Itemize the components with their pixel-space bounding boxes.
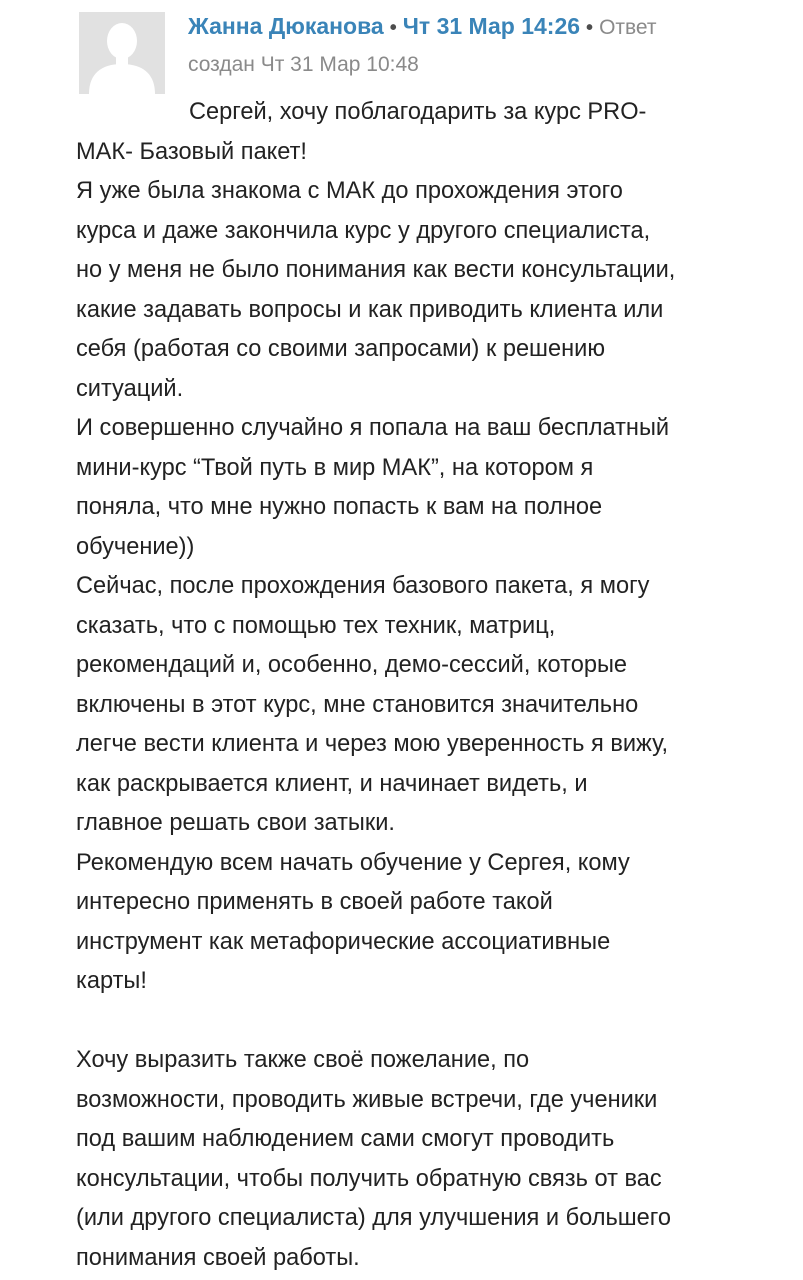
separator-dot: • xyxy=(389,17,397,39)
comment-line: понимания своей работы. xyxy=(76,1244,360,1271)
comment-line: обучение)) xyxy=(76,533,195,560)
comment-line: включены в этот курс, мне становится значительно xyxy=(76,691,639,718)
comment-line: ситуаций. xyxy=(76,375,184,402)
comment-header xyxy=(188,10,657,42)
comment-line: карты! xyxy=(76,968,147,994)
comment-line: как раскрывается клиент, и начинает видеть, и xyxy=(76,770,588,797)
comment-line: инструмент как метафорические ассоциативные xyxy=(76,928,611,955)
comment-line: под вашим наблюдением сами смогут проводить xyxy=(76,1126,615,1152)
comment-line: поняла, что мне нужно попасть к вам на полное xyxy=(76,494,603,520)
comment-line: легче вести клиента и через мою уверенность я вижу, xyxy=(76,731,669,757)
comment-line: мини-курс “Твой путь в мир МАК”, на котором я xyxy=(76,454,594,481)
comment-line: какие задавать вопросы и как приводить клиента или xyxy=(76,296,664,323)
comment-line: Рекомендую всем начать обучение у Сергея, кому xyxy=(76,849,630,876)
avatar[interactable] xyxy=(79,12,165,94)
comment-line: И совершенно случайно я попала на ваш бесплатный xyxy=(76,415,670,441)
author-name-link[interactable]: Жанна Дюканова xyxy=(188,13,384,39)
comment-line: интересно применять в своей работе такой xyxy=(76,889,553,915)
comment-date-link[interactable]: Чт 31 Мар 14:26 xyxy=(402,13,581,39)
comment-line: (или другого специалиста) для улучшения и большего xyxy=(76,1205,672,1231)
comment-line: себя (работая со своими запросами) к решению xyxy=(76,336,606,362)
comment-line: сказать, что с помощью тех техник, матриц, xyxy=(76,612,556,639)
comment-body xyxy=(76,93,748,1278)
comment-line: Я уже была знакома с МАК до прохождения этого xyxy=(76,178,623,204)
user-silhouette-icon xyxy=(79,12,165,94)
comment-line: МАК- Базовый пакет! xyxy=(76,138,307,165)
comment-line: возможности, проводить живые встречи, где ученики xyxy=(76,1086,658,1113)
comment-line: рекомендаций и, особенно, демо-сессий, которые xyxy=(76,652,628,678)
created-timestamp: создан Чт 31 Мар 10:48 xyxy=(188,53,419,76)
separator-dot: • xyxy=(586,17,594,39)
comment-line: Сергей, хочу поблагодарить за курс PRO- xyxy=(189,99,647,125)
comment-line: консультации, чтобы получить обратную связь от вас xyxy=(76,1165,662,1192)
paragraph-gap xyxy=(76,1002,748,1042)
comment-line: главное решать свои затыки. xyxy=(76,810,395,836)
reply-prefix-label: Ответ xyxy=(599,16,657,39)
comment-line: Сейчас, после прохождения базового пакета, я могу xyxy=(76,573,650,599)
comment-line: курса и даже закончила курс у другого специалиста, xyxy=(76,217,651,244)
comment-line: но у меня не было понимания как вести консультации, xyxy=(76,257,676,283)
comment-line: Хочу выразить также своё пожелание, по xyxy=(76,1047,530,1073)
